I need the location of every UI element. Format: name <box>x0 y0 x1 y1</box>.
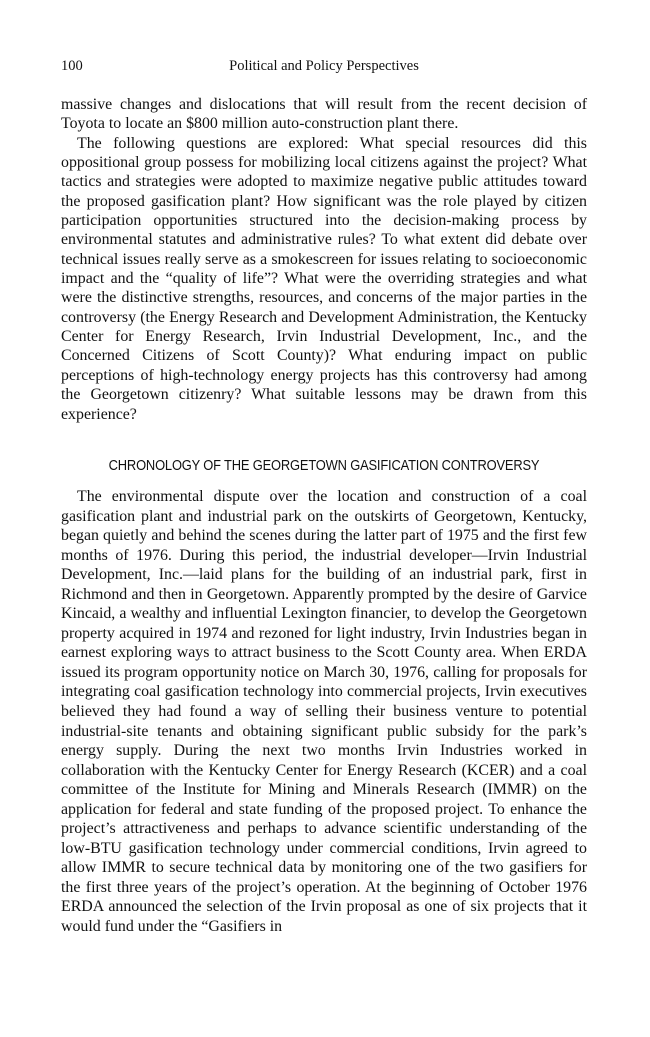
running-header <box>61 58 587 78</box>
section-heading: CHRONOLOGY OF THE GEORGETOWN GASIFICATION CONTROVERSY <box>108 457 540 474</box>
paragraph-chronology: The environmental dispute over the location and construction of a coal gasification plant and industrial park on the outskirts of Georgetown, Kentucky, began quietly and behind the scenes during the latter part of 1975 and the first few months of 1976. During this period, the industrial developer—Irvin Industrial Development, Inc.—laid plans for the building of an industrial park, first in Richmond and then in Georgetown. Apparently prompted by the desire of Garvice Kincaid, a wealthy and influential Lexington financier, to develop the Georgetown property acquired in 1974 and rezoned for light industry, Irvin Industries began in earnest exploring ways to attract business to the Scott County area. When ERDA issued its program opportunity notice on March 30, 1976, calling for proposals for integrating coal gasification technology into commercial projects, Irvin executives believed they had found a way of selling their business venture to potential industrial-site tenants and obtaining significant public subsidy for the park’s energy supply. During the next two months Irvin Industries worked in collaboration with the Kentucky Center for Energy Research (KCER) and a coal committee of the Institute for Mining and Minerals Research (IMMR) on the application for federal and state funding of the proposed project. To enhance the project’s attractiveness and perhaps to advance scientific understanding of the low-BTU gasification technology under commercial conditions, Irvin agreed to allow IMMR to secure technical data by monitoring one of the two gasifiers for the first three years of the project’s operation. At the beginning of October 1976 ERDA announced the selection of the Irvin proposal as one of six projects that it would fund under the “Gasifiers in <box>61 488 587 936</box>
section-text <box>61 487 587 937</box>
intro-text <box>61 95 587 424</box>
paragraph-questions: The following questions are explored: What special resources did this oppositional group possess for mobilizing local citizens against the project? What tactics and strategies were adopted to maximize negative public attitudes toward the proposed gasification plant? How significant was the role played by citizen participation opportunities structured into the decision-making process by environmental statutes and administrative rules? To what extent did debate over technical issues really serve as a smokescreen for issues relating to socioeconomic impact and the “quality of life”? What were the overriding strategies and what were the distinctive strengths, resources, and concerns of the major parties in the controversy (the Energy Research and Development Administration, the Kentucky Center for Energy Research, Irvin Industrial Development, Inc., and the Concerned Citizens of Scott County)? What enduring impact on public perceptions of high-technology energy projects has this controversy had among the Georgetown citizenry? What suitable lessons may be drawn from this experience? <box>61 134 587 423</box>
paragraph-continued: massive changes and dislocations that will result from the recent decision of Toyota to locate an $800 million auto-construction plant there. <box>61 96 587 133</box>
page-number: 100 <box>61 58 83 74</box>
running-title: Political and Policy Perspectives <box>229 58 419 74</box>
